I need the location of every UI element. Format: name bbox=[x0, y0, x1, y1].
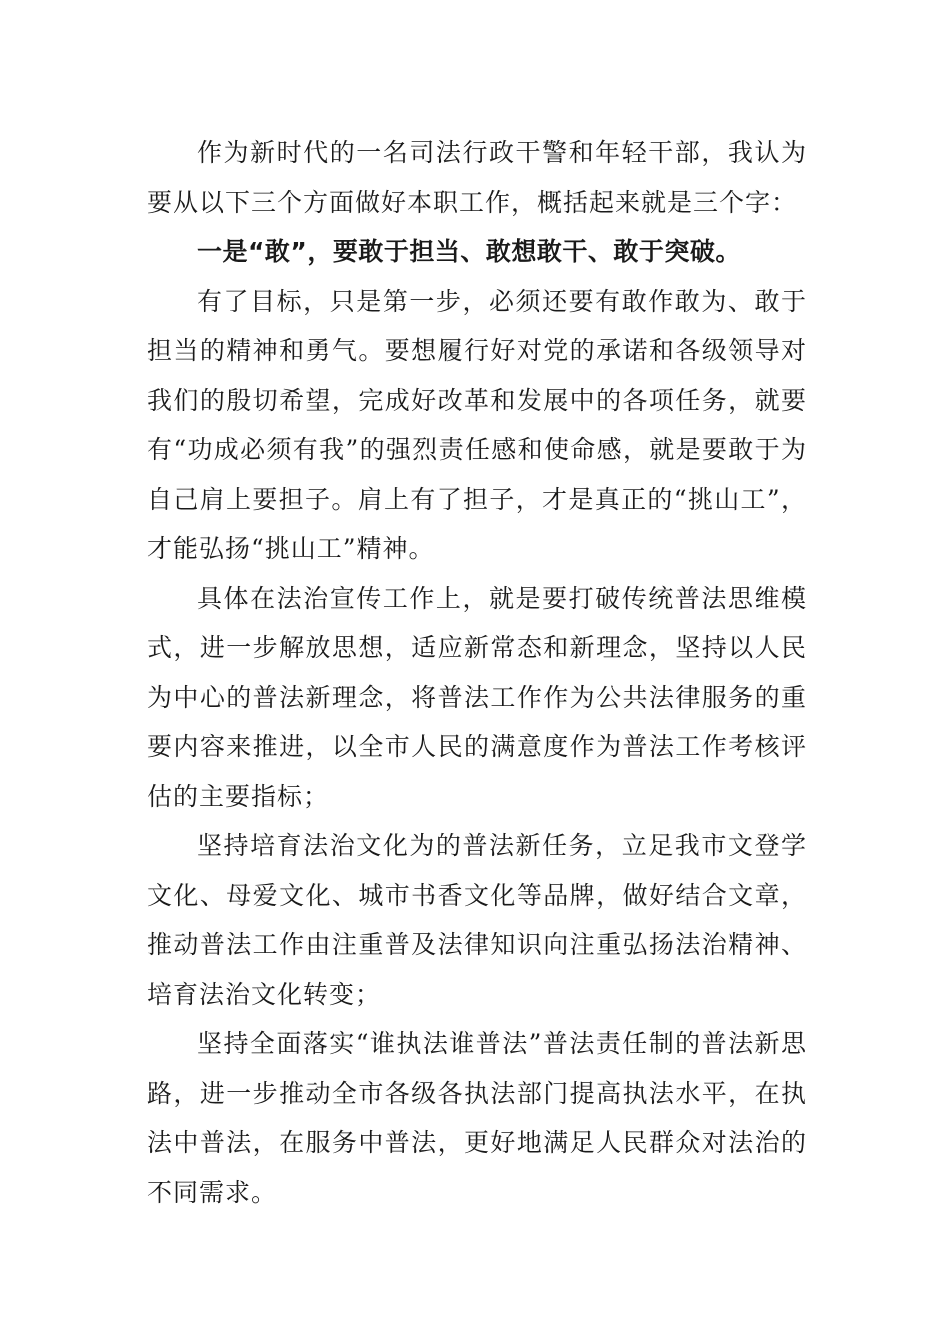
paragraph-legal-publicity: 具体在法治宣传工作上，就是要打破传统普法思维模式，进一步解放思想，适应新常态和新理念，坚持以人民为中心的普法新理念，将普法工作作为公共法律服务的重要内容来推进，以全市人民的满意度作为普法工作考核评估的主要指标； bbox=[147, 583, 807, 811]
paragraph-legal-culture: 坚持培育法治文化为的普法新任务，立足我市文登学文化、母爱文化、城市书香文化等品牌，做好结合文章，推动普法工作由注重普及法律知识向注重弘扬法治精神、培育法治文化转变； bbox=[147, 831, 807, 1009]
document-body bbox=[147, 128, 807, 1217]
paragraph-heading-dare: 一是“敢”，要敢于担当、敢想敢干、敢于突破。 bbox=[197, 237, 741, 266]
paragraph-responsibility: 坚持全面落实“谁执法谁普法”普法责任制的普法新思路，进一步推动全市各级各执法部门提高执法水平，在执法中普法，在服务中普法，更好地满足人民群众对法治的不同需求。 bbox=[147, 1029, 807, 1207]
paragraph-intro: 作为新时代的一名司法行政干警和年轻干部，我认为要从以下三个方面做好本职工作，概括起来就是三个字： bbox=[147, 138, 807, 217]
paragraph-goal: 有了目标，只是第一步，必须还要有敢作敢为、敢于担当的精神和勇气。要想履行好对党的承诺和各级领导对我们的殷切希望，完成好改革和发展中的各项任务，就要有“功成必须有我”的强烈责任感和使命感，就是要敢于为自己肩上要担子。肩上有了担子，才是真正的“挑山工”，才能弘扬“挑山工”精神。 bbox=[147, 286, 807, 563]
